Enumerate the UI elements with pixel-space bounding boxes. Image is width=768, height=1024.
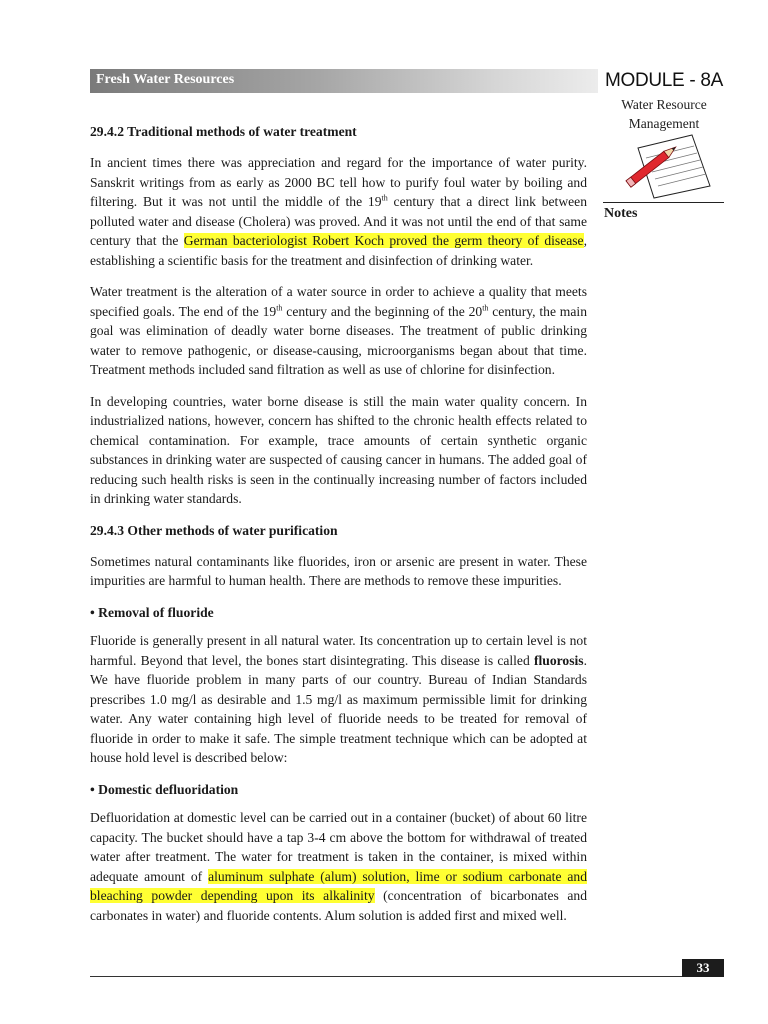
paragraph-defluoridation: Defluoridation at domestic level can be carried out in a container (bucket) of about 60 litre capacity. The bucket should have a tap 3-4 cm above the bottom for withdrawal of treated water after treatment. The water for treatment is taken in the container, is mixed within adequate amount of aluminum sulphate (alum) solution, lime or sodium carbonate and bleaching powder depending upon its alkalinity (concentration of bicarbonates and carbonates in water) and fluoride contents. Alum solution is added first and mixed well. <box>90 810 587 923</box>
notes-divider <box>603 202 724 203</box>
term-fluorosis: fluorosis <box>533 652 584 668</box>
page-number: 33 <box>682 959 724 977</box>
paragraph-developing-countries: In developing countries, water borne disease is still the main water quality concern. In industrialized nations, however, concern has shifted to the chronic health effects related to chemical contamination. For example, trace amounts of certain synthetic organic substances in drinking water are suspected of causing cancer in humans. The added goal of reducing such health risks is seen in the continually increasing number of factors included in drinking water standards. <box>90 393 587 506</box>
paragraph-water-treatment: Water treatment is the alteration of a water source in order to achieve a quality that meets specified goals. The end of the 19th century and the beginning of the 20th century, the main goal was elimination of deadly water borne diseases. The treatment of public drinking water to remove pathogenic, or disease-causing, microorganisms began about that time. Treatment methods included sand filtration as well as use of chlorine for disinfection. <box>90 284 587 377</box>
paragraph-ancient-times: In ancient times there was appreciation and regard for the importance of water purity. Sanskrit writings from as early as 2000 BC tell how to purify foul water by boiling and filtering. But it was not until the middle of the 19th century that a direct link between polluted water and disease (Cholera) was proved. And it was not until the end of that same century that the German bacteriologist Robert Koch proved the germ theory of disease, establishing a scientific basis for the treatment and disinfection of drinking water. <box>90 155 587 268</box>
bullet-removal-of-fluoride: • Removal of fluoride <box>90 604 214 620</box>
heading-other-methods: 29.4.3 Other methods of water purification <box>90 522 338 538</box>
module-subtitle-line1: Water Resource <box>621 97 707 112</box>
bullet-domestic-defluoridation: • Domestic defluoridation <box>90 781 239 797</box>
notes-label: Notes <box>604 206 638 221</box>
highlight-alum-solution: aluminum sulphate (alum) solution, lime or sodium carbonate and bleaching powder depending upon its alkalinity <box>90 868 587 903</box>
highlight-robert-koch: German bacteriologist Robert Koch proved the germ theory of disease <box>183 233 584 248</box>
section-header-bar <box>90 69 598 93</box>
notes-pencil-icon <box>618 132 714 200</box>
module-label: MODULE - 8A <box>604 70 724 91</box>
module-subtitle <box>602 95 726 133</box>
footer-rule <box>90 976 724 977</box>
module-subtitle-line2: Management <box>628 116 700 131</box>
section-header-title: Fresh Water Resources <box>96 72 235 87</box>
paragraph-natural-contaminants: Sometimes natural contaminants like fluorides, iron or arsenic are present in water. These impurities are harmful to human health. There are methods to remove these impurities. <box>90 553 587 588</box>
paragraph-fluoride: Fluoride is generally present in all natural water. Its concentration up to certain level is not harmful. Beyond that level, the bones start disintegrating. This disease is called fluorosis. We have fluoride problem in many parts of our country. Bureau of Indian Standards prescribes 1.0 mg/l as desirable and 1.5 mg/l as maximum permissible limit for drinking water. Any water containing high level of fluoride needs to be treated for removal of fluoride in order to make it safe. The simple treatment technique which can be adopted at house hold level is described below: <box>90 633 587 765</box>
heading-traditional-methods: 29.4.2 Traditional methods of water treatment <box>90 124 357 139</box>
main-content <box>90 122 587 937</box>
